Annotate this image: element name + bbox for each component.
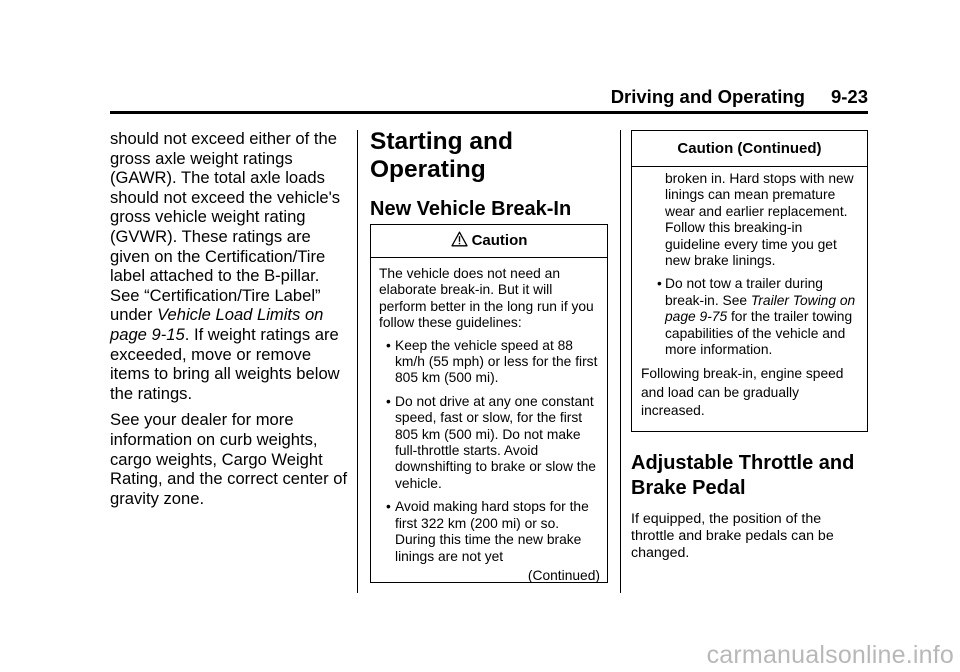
- section-title: Driving and Operating: [610, 86, 805, 107]
- caution-bullet: • Do not drive at any one constant speed, fast or slow, for the first 805 km (500 mi). Do not make full-throttle starts. Avoid downshifting to brake or slow the vehicle.: [386, 393, 596, 491]
- cross-reference-link[interactable]: Trailer Towing on page 9-75: [665, 292, 856, 325]
- heading-new-vehicle-break-in: New Vehicle Break-In: [370, 198, 572, 220]
- column-3-lower: [631, 451, 868, 562]
- text: should not exceed either of the gross axle weight ratings (GAWR). The total axle loads should not exceed the vehicle's gross vehicle weight rating (GVWR). These ratings are given on the Certification/Tire label attached to the B-pillar. See “Certification/Tire Label” under: [110, 129, 341, 325]
- cross-reference-link[interactable]: Vehicle Load Limits on page 9-15: [110, 305, 324, 344]
- paragraph-dealer-info: See your dealer for more information on curb weights, cargo weights, Cargo Weight Rating, and the correct center of gravity zone.: [110, 410, 348, 508]
- caution-bullet: • Avoid making hard stops for the first 322 km (200 mi) or so. During this time the new brake linings are not yet: [386, 499, 589, 564]
- column-divider: [357, 130, 358, 593]
- heading-adjustable-throttle: Adjustable Throttle and Brake Pedal: [631, 452, 855, 499]
- bullet-text: Do not tow a trailer during break-in. See: [665, 276, 823, 308]
- caution-bullet: • Do not tow a trailer during break-in. See Trailer Towing on page 9-75 for the trailer towing capabilities of the vehicle and more information.: [657, 276, 856, 358]
- caution-continued-box: [631, 130, 868, 432]
- column-1: [110, 129, 352, 515]
- bullet-text: for the trailer towing capabilities of the vehicle and more information.: [665, 309, 853, 358]
- caution-bullet: • Keep the vehicle speed at 88 km/h (55 mph) or less for the first 805 km (500 mi).: [386, 337, 598, 386]
- caution-header: [371, 225, 607, 258]
- heading-starting-and-operating: Starting and Operating: [370, 128, 513, 183]
- bullet-text: Avoid making hard stops for the first 322 km (200 mi) or so. During this time the new brake linings are not yet: [395, 499, 589, 564]
- caution-box: [370, 224, 608, 583]
- watermark: carmanualsonline.info: [706, 641, 954, 669]
- caution-closing: Following break-in, engine speed and load can be gradually increased.: [641, 366, 844, 419]
- column-divider: [620, 130, 621, 593]
- column-2: [370, 128, 608, 221]
- caution-continued-body: [632, 167, 867, 421]
- page-header: [110, 86, 868, 108]
- bullet-text: Do not drive at any one constant speed, fast or slow, for the first 805 km (500 mi). Do not make full-throttle starts. Avoid downshifting to brake or slow the vehicle.: [395, 393, 596, 491]
- caution-continued-title: Caution (Continued): [632, 131, 867, 167]
- paragraph-weight-ratings: [110, 129, 352, 403]
- page-number: 9-23: [830, 86, 868, 107]
- caution-continued-paragraph: broken in. Hard stops with new linings can mean premature wear and earlier replacement. Follow this breaking-in guideline every time you get new brake linings.: [665, 171, 854, 269]
- text: . If weight ratings are exceeded, move or remove items to bring all weights below the ratings.: [110, 324, 340, 403]
- warning-triangle-icon: [451, 231, 468, 247]
- header-rule: [110, 111, 868, 114]
- bullet-text: Keep the vehicle speed at 88 km/h (55 mph) or less for the first 805 km (500 mi).: [395, 337, 598, 386]
- continued-label: (Continued): [527, 567, 600, 583]
- caution-body: [371, 258, 607, 584]
- caution-title: Caution: [471, 232, 528, 249]
- caution-intro: The vehicle does not need an elaborate break-in. But it will perform better in the long run if you follow these guidelines:: [379, 266, 594, 331]
- paragraph-pedal: If equipped, the position of the throttle and brake pedals can be changed.: [631, 511, 834, 561]
